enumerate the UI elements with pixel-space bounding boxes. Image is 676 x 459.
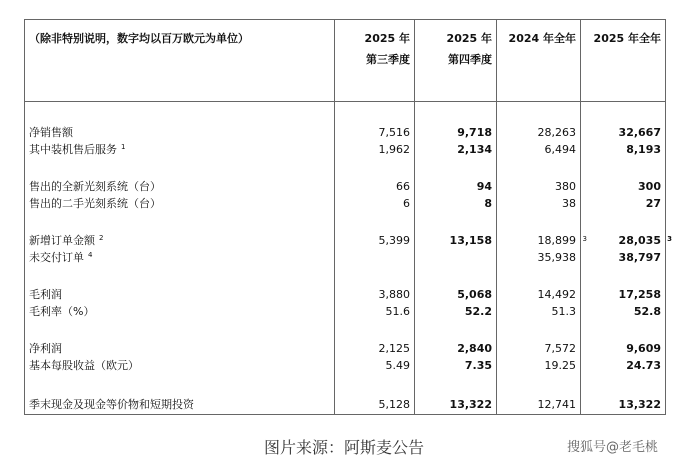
header-line1: 2025 年全年 [593, 32, 661, 45]
row-label: 净销售额 [25, 124, 335, 141]
row-label: 其中装机售后服务 [29, 143, 117, 156]
cell-q4: 94 [415, 178, 497, 195]
cell-fy2024: 51.3 [497, 303, 581, 320]
header-line1: 2025 年 [364, 32, 410, 45]
table-row-gross-profit [25, 286, 666, 303]
footnote-marker: 3 [667, 235, 672, 243]
cell-fy2025: 27 [581, 195, 666, 212]
table-row-new-systems [25, 178, 666, 195]
cell-q4: 13,322 [415, 394, 497, 415]
row-label-cell [25, 249, 335, 266]
cell-fy2024: 6,494 [497, 141, 581, 158]
cell-q3: 66 [335, 178, 415, 195]
cell-fy2024: 35,938 [497, 249, 581, 266]
cell-q3: 1,962 [335, 141, 415, 158]
table-row-used-systems [25, 195, 666, 212]
header-line2: 第三季度 [366, 53, 410, 66]
cell-fy2025: 17,258 [581, 286, 666, 303]
table-row-eps [25, 357, 666, 374]
row-label: 新增订单金额 [29, 234, 95, 247]
row-label: 季末现金及现金等价物和短期投资 [25, 394, 335, 415]
spacer-row [25, 158, 666, 178]
table-row-net-income [25, 340, 666, 357]
cell-fy2025: 9,609 [581, 340, 666, 357]
header-unit-note: （除非特别说明，数字均以百万欧元为单位） [25, 20, 335, 102]
header-line1: 2025 年 [446, 32, 492, 45]
cell-value: 28,035 [618, 234, 661, 247]
header-col-fy-2025 [581, 20, 666, 102]
cell-fy2024: 19.25 [497, 357, 581, 374]
row-label: 毛利润 [25, 286, 335, 303]
cell-fy2025 [581, 232, 672, 249]
table-row-backlog [25, 249, 666, 266]
cell-q4: 2,840 [415, 340, 497, 357]
row-label-cell [25, 232, 335, 249]
cell-fy2024: 380 [497, 178, 581, 195]
row-label: 未交付订单 [29, 251, 84, 264]
cell-q4: 7.35 [415, 357, 497, 374]
header-col-q3-2025 [335, 20, 415, 102]
header-line2: 第四季度 [448, 53, 492, 66]
cell-fy2025: 24.73 [581, 357, 666, 374]
cell-fy2024: 7,572 [497, 340, 581, 357]
row-label: 毛利率（%） [25, 303, 335, 320]
spacer-row [25, 102, 666, 125]
cell-fy2025: 13,322 [581, 394, 666, 415]
cell-q4: 13,158 [415, 232, 497, 249]
cell-q3: 51.6 [335, 303, 415, 320]
header-col-fy-2024 [497, 20, 581, 102]
table-row-cash [25, 394, 666, 415]
cell-q3: 3,880 [335, 286, 415, 303]
image-source-caption: 图片来源：阿斯麦公告 [264, 438, 425, 457]
cell-q3: 5,399 [335, 232, 415, 249]
cell-value: 18,899 [537, 234, 576, 247]
cell-q4: 52.2 [415, 303, 497, 320]
cell-fy2024: 38 [497, 195, 581, 212]
spacer-row [25, 320, 666, 340]
spacer-row [25, 266, 666, 286]
row-label: 售出的二手光刻系统（台） [25, 195, 335, 212]
row-label: 净利润 [25, 340, 335, 357]
footnote-marker: 4 [88, 251, 93, 259]
cell-fy2025: 32,667 [581, 124, 666, 141]
spacer-row [25, 212, 666, 232]
cell-fy2025: 38,797 [581, 249, 666, 266]
cell-fy2024: 12,741 [497, 394, 581, 415]
cell-fy2024: 28,263 [497, 124, 581, 141]
cell-q3: 5.49 [335, 357, 415, 374]
footnote-marker: 2 [99, 234, 104, 242]
table-row-net-sales [25, 124, 666, 141]
row-label: 基本每股收益（欧元） [25, 357, 335, 374]
table-row-net-bookings [25, 232, 666, 249]
cell-fy2025: 300 [581, 178, 666, 195]
row-label: 售出的全新光刻系统（台） [25, 178, 335, 195]
footnote-marker: 3 [582, 235, 587, 243]
footnote-marker: 1 [121, 143, 126, 151]
cell-q4: 5,068 [415, 286, 497, 303]
table-row-gross-margin [25, 303, 666, 320]
table-header-row [25, 20, 666, 102]
cell-q3: 2,125 [335, 340, 415, 357]
cell-q4: 8 [415, 195, 497, 212]
sohu-watermark: 搜狐号@老毛桃 [567, 440, 659, 455]
row-label-cell [25, 141, 335, 158]
cell-fy2025: 8,193 [581, 141, 666, 158]
cell-q3: 7,516 [335, 124, 415, 141]
cell-q3: 5,128 [335, 394, 415, 415]
financial-table [24, 19, 672, 415]
cell-q4 [415, 249, 497, 266]
table-row-service [25, 141, 666, 158]
cell-fy2024: 14,492 [497, 286, 581, 303]
cell-fy2025: 52.8 [581, 303, 666, 320]
cell-q3: 6 [335, 195, 415, 212]
cell-q3 [335, 249, 415, 266]
spacer-row [25, 374, 666, 394]
header-col-q4-2025 [415, 20, 497, 102]
cell-q4: 9,718 [415, 124, 497, 141]
cell-fy2024 [497, 232, 587, 249]
cell-q4: 2,134 [415, 141, 497, 158]
header-line1: 2024 年全年 [508, 32, 576, 45]
